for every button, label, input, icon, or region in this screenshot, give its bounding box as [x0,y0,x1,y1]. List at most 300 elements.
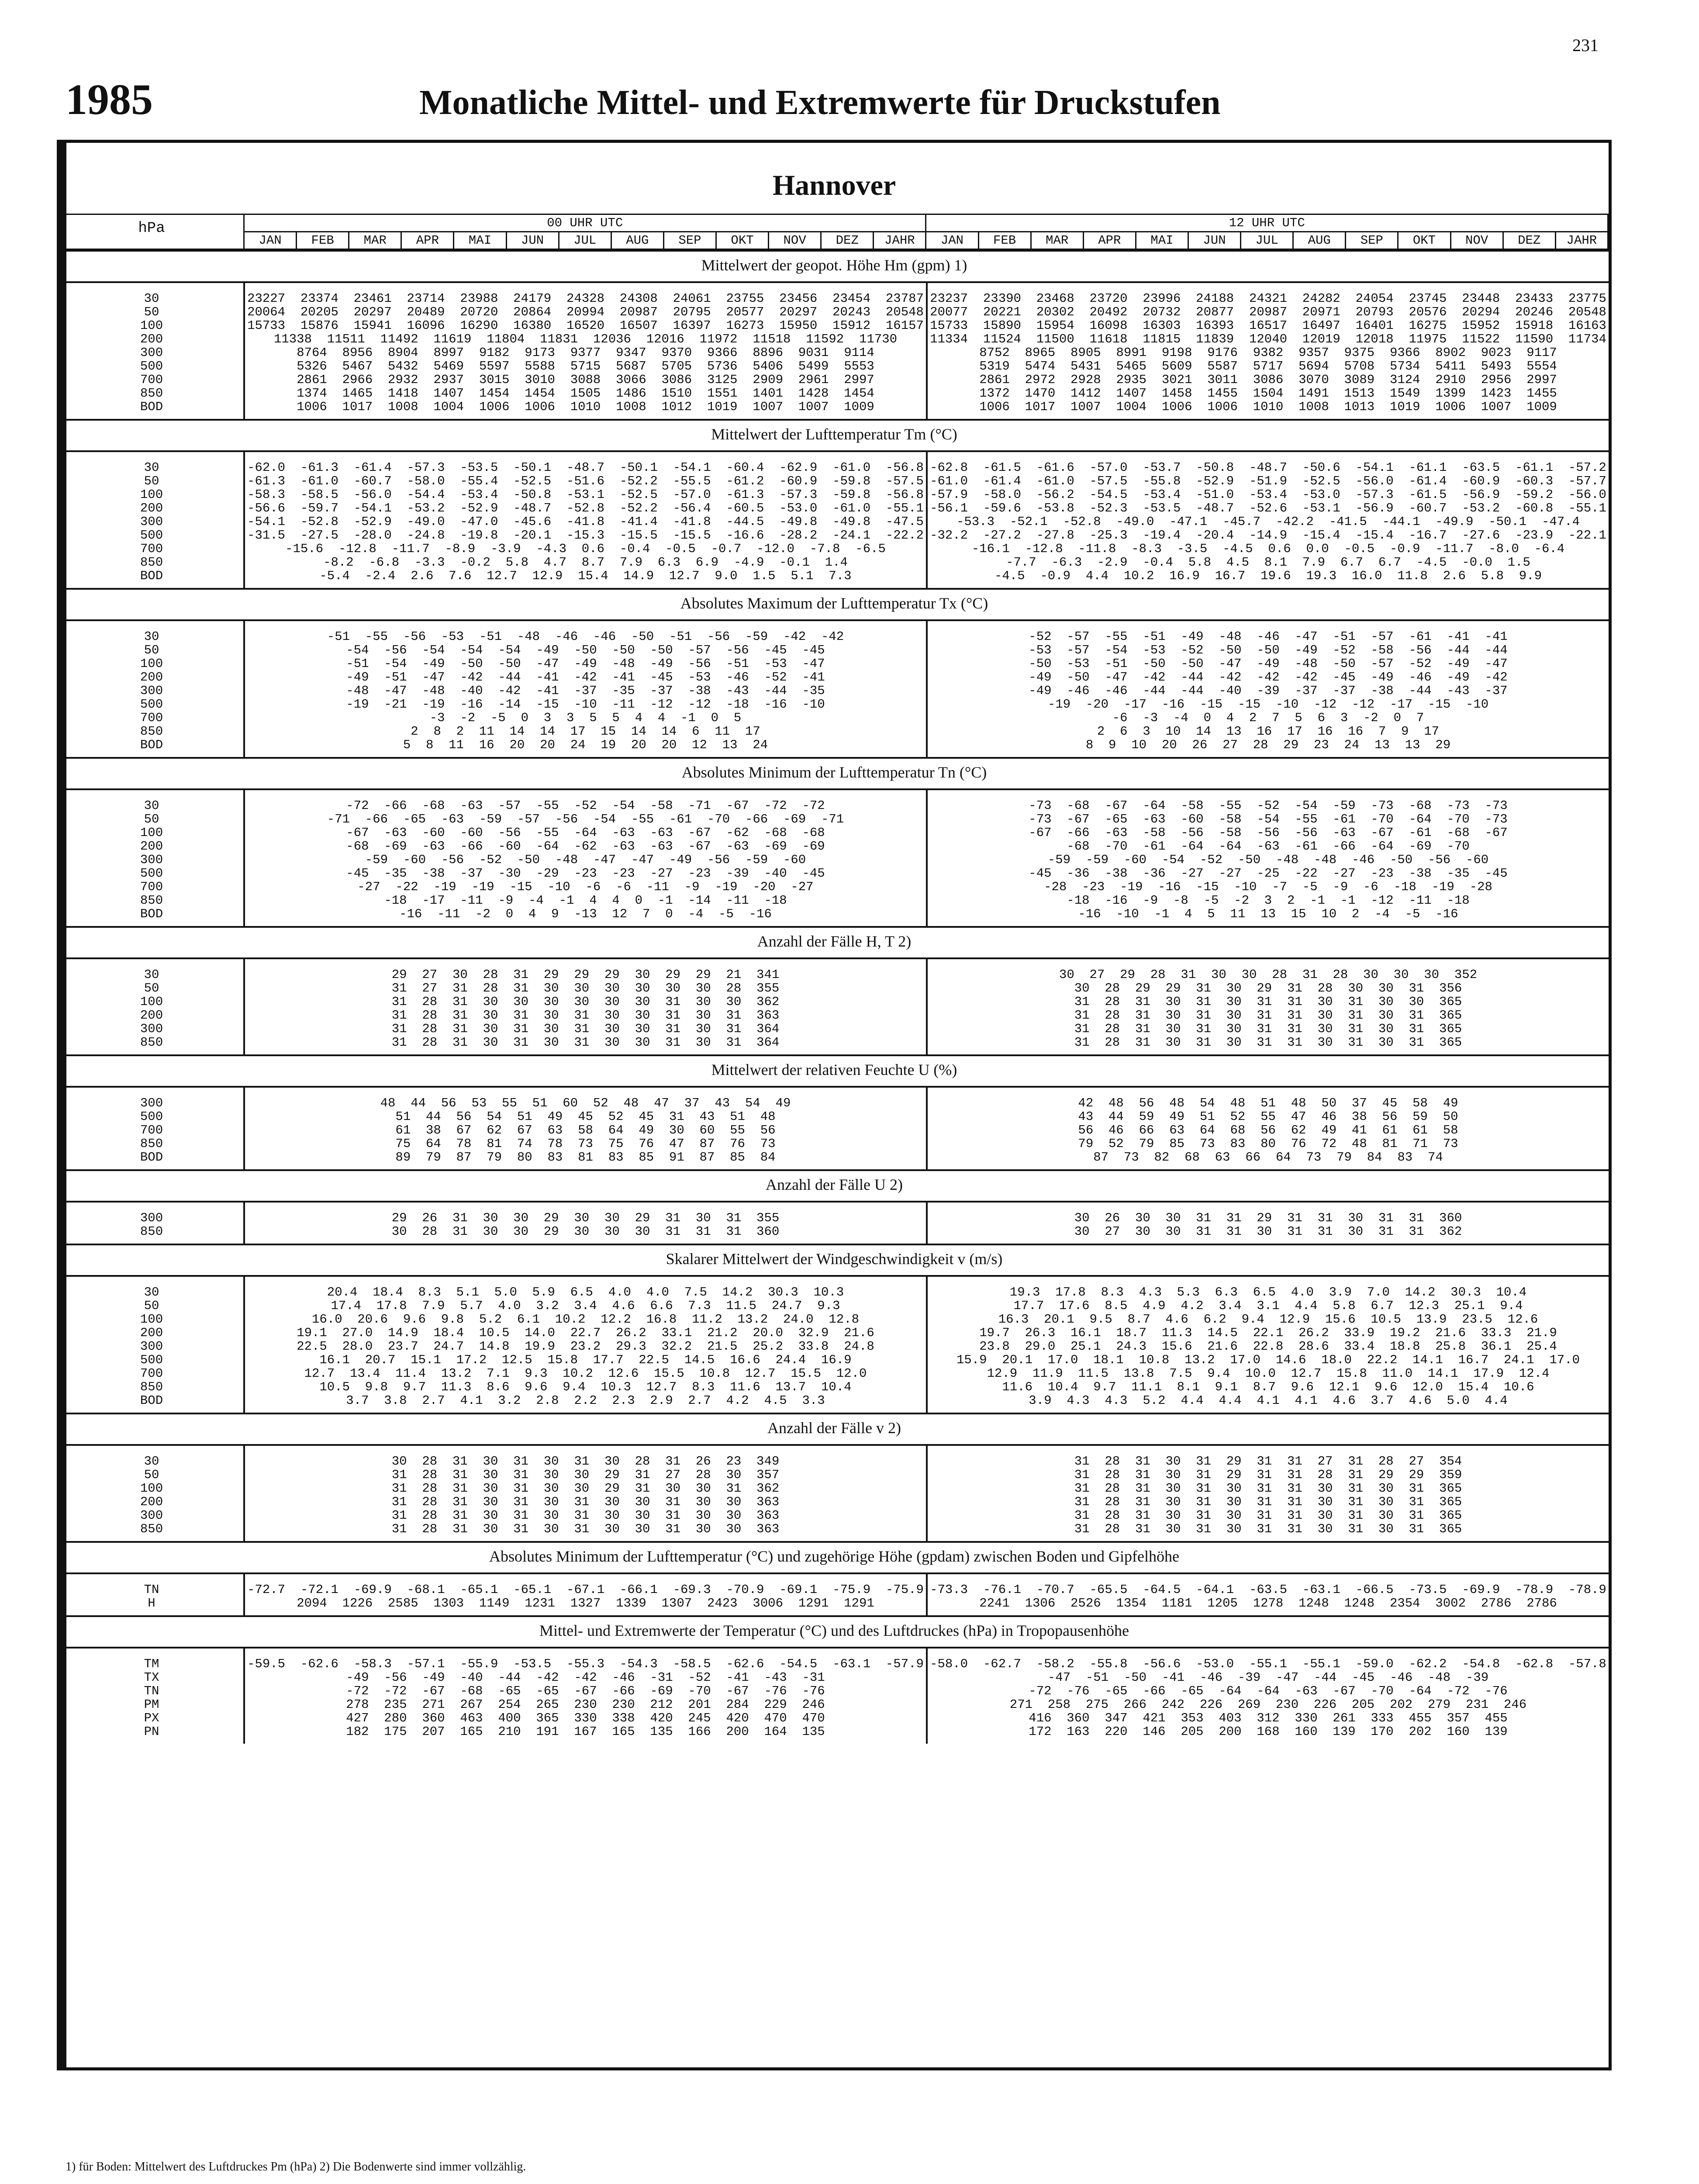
level-label: 200 [140,839,163,854]
table-row: 31 28 31 30 31 30 31 31 30 31 30 31 365 [1074,1522,1462,1536]
table-row: -19 -21 -19 -16 -14 -15 -10 -11 -12 -12 -18 -16 -10 [346,697,825,712]
table-row: 11334 11524 11500 11618 11815 11839 12040 12019 12018 11975 11522 11590 11734 [930,332,1606,346]
table-row: -58.3 -58.5 -56.0 -54.4 -53.4 -50.8 -53.1 -52.5 -57.0 -61.3 -57.3 -59.8 -56.8 [247,487,924,502]
month-header-jan: JAN [926,232,978,249]
values-00-utc [243,1446,926,1541]
level-label: 50 [144,1468,159,1482]
table-row: 31 28 31 30 31 29 31 31 27 31 28 27 354 [1074,1454,1462,1469]
level-label: 300 [140,1339,163,1354]
section-title: Absolutes Minimum der Lufttemperatur Tn (°C) [60,757,1609,790]
table-row: 16.0 20.6 9.6 9.8 5.2 6.1 10.2 12.2 16.8 11.2 13.2 24.0 12.8 [311,1312,859,1327]
level-label: 30 [144,1454,159,1469]
values-00-utc [243,790,926,926]
month-header-okt: OKT [1398,232,1450,249]
table-row: 31 28 31 30 31 30 31 31 30 31 30 30 365 [1074,995,1462,1009]
values-00-utc [243,283,926,419]
values-00-utc [243,452,926,588]
month-header-mai: MAI [1136,232,1188,249]
table-row: 11.6 10.4 9.7 11.1 8.1 9.1 8.7 9.6 12.1 9.6 12.0 15.4 10.6 [1002,1380,1534,1394]
table-row: -68 -69 -63 -66 -60 -64 -62 -63 -63 -67 -63 -69 -69 [346,839,825,854]
table-row: 42 48 56 48 54 48 51 48 50 37 45 58 49 [1078,1096,1458,1110]
level-column [60,1648,243,1744]
table-row: 31 28 31 30 31 30 30 29 31 27 28 30 357 [391,1468,780,1482]
values-12-utc [926,621,1609,757]
table-row: -8.2 -6.8 -3.3 -0.2 5.8 4.7 8.7 7.9 6.3 6.9 -4.9 -0.1 1.4 [323,555,848,570]
table-row: 5326 5467 5432 5469 5597 5588 5715 5687 5705 5736 5406 5499 5553 [297,359,874,373]
month-header-dez: DEZ [821,232,874,249]
table-row: -57.9 -58.0 -56.2 -54.5 -53.4 -51.0 -53.4 -53.0 -57.3 -61.5 -56.9 -59.2 -56.0 [930,487,1606,502]
level-column [60,1088,243,1169]
level-label: TX [144,1670,159,1685]
table-row: -53 -57 -54 -53 -52 -50 -50 -49 -52 -58 -56 -44 -44 [1029,643,1508,657]
level-label: 100 [140,995,163,1009]
table-row: -16.1 -12.8 -11.8 -8.3 -3.5 -4.5 0.6 0.0 -0.5 -0.9 -11.7 -8.0 -6.4 [971,542,1565,556]
table-section [60,757,1609,926]
table-row: 172 163 220 146 205 200 168 160 139 170 202 160 139 [1029,1724,1508,1739]
level-label: 50 [144,981,159,995]
table-row: -67 -63 -60 -60 -56 -55 -64 -63 -63 -67 -62 -68 -68 [346,826,825,840]
level-label: BOD [140,400,163,414]
table-row: -73.3 -76.1 -70.7 -65.5 -64.5 -64.1 -63.5 -63.1 -66.5 -73.5 -69.9 -78.9 -78.9 [930,1583,1606,1597]
table-row: -5.4 -2.4 2.6 7.6 12.7 12.9 15.4 14.9 12.7 9.0 1.5 5.1 7.3 [319,569,852,583]
level-label: 500 [140,866,163,881]
table-row: -16 -11 -2 0 4 9 -13 12 7 0 -4 -5 -16 [399,907,772,921]
table-row: -16 -10 -1 4 5 11 13 15 10 2 -4 -5 -16 [1078,907,1458,921]
month-header-mai: MAI [454,232,506,249]
table-row: 1374 1465 1418 1407 1454 1454 1505 1486 1510 1551 1401 1428 1454 [297,386,874,401]
table-row: 16.3 20.1 9.5 8.7 4.6 6.2 9.4 12.9 15.6 10.5 13.9 23.5 12.6 [998,1312,1538,1327]
table-row: -6 -3 -4 0 4 2 7 5 6 3 -2 0 7 [1112,711,1424,725]
table-row: -72 -76 -65 -66 -65 -64 -64 -63 -67 -70 -64 -72 -76 [1029,1684,1508,1698]
table-row: -15.6 -12.8 -11.7 -8.9 -3.9 -4.3 0.6 -0.4 -0.5 -0.7 -12.0 -7.8 -6.5 [285,542,886,556]
level-label: 850 [140,386,163,401]
month-header-aug: AUG [1293,232,1346,249]
table-row: 29 27 30 28 31 29 29 29 30 29 29 21 341 [391,968,780,982]
month-header-mar: MAR [349,232,401,249]
table-row: 31 28 31 30 31 30 31 31 30 31 30 31 365 [1074,1508,1462,1523]
table-row: 20064 20205 20297 20489 20720 20864 20994 20987 20795 20577 20297 20243 20548 [247,305,924,319]
values-00-utc [243,1203,926,1244]
table-row: 56 46 66 63 64 68 56 62 49 41 61 61 58 [1078,1123,1458,1137]
level-label: 300 [140,1096,163,1110]
table-row: -56.1 -59.6 -53.8 -52.3 -53.5 -48.7 -52.6 -53.1 -56.9 -60.7 -53.2 -60.8 -55.1 [930,501,1606,515]
level-label: 30 [144,291,159,306]
month-header-sep: SEP [663,232,716,249]
table-row: -67 -66 -63 -58 -56 -58 -56 -56 -63 -67 -61 -68 -67 [1029,826,1508,840]
table-row: -56.6 -59.7 -54.1 -53.2 -52.9 -48.7 -52.8 -52.2 -56.4 -60.5 -53.0 -61.0 -55.1 [247,501,924,515]
table-row: -50 -53 -51 -50 -50 -47 -49 -48 -50 -57 -52 -49 -47 [1029,657,1508,671]
column-header [60,214,1609,250]
level-column [60,452,243,588]
level-column [60,1574,243,1615]
month-header-aug: AUG [611,232,663,249]
table-row: 19.3 17.8 8.3 4.3 5.3 6.3 6.5 4.0 3.9 7.0 14.2 30.3 10.4 [1009,1285,1527,1299]
level-label: BOD [140,569,163,583]
table-row: -59 -60 -56 -52 -50 -48 -47 -47 -49 -56 -59 -60 [365,853,806,867]
values-00-utc [243,1574,926,1615]
values-00-utc [243,1277,926,1413]
table-row: 61 38 67 62 67 63 58 64 49 30 60 55 56 [395,1123,776,1137]
month-header-okt: OKT [716,232,768,249]
table-row: 271 258 275 266 242 226 269 230 226 205 202 279 231 246 [1009,1697,1527,1712]
level-label: 300 [140,346,163,360]
table-row: 31 28 31 30 31 30 31 30 30 31 30 30 363 [391,1508,780,1523]
level-label: 300 [140,1022,163,1036]
table-row: 31 28 31 30 31 30 31 30 30 31 30 31 363 [391,1008,780,1023]
page-number: 231 [1572,35,1599,55]
table-row: 5 8 11 16 20 20 24 19 20 20 12 13 24 [403,738,768,752]
table-row: 30 27 29 28 31 30 30 28 31 28 30 30 30 352 [1059,968,1478,982]
page-title: Monatliche Mittel- und Extremwerte für Druckstufen [419,83,1221,122]
table-row: 31 28 31 30 31 30 31 30 30 31 30 30 363 [391,1522,780,1536]
values-12-utc [926,283,1609,419]
table-row: -72 -72 -67 -68 -65 -65 -67 -66 -69 -70 -67 -76 -76 [346,1684,825,1698]
month-header-sep: SEP [1346,232,1398,249]
month-header-dez: DEZ [1503,232,1555,249]
table-section [60,1413,1609,1541]
month-header-jun: JUN [506,232,559,249]
level-label: TN [144,1583,159,1597]
table-section [60,1244,1609,1413]
table-row: -45 -36 -38 -36 -27 -27 -25 -22 -27 -23 -38 -35 -45 [1029,866,1508,881]
table-row: -61.0 -61.4 -61.0 -57.5 -55.8 -52.9 -51.9 -52.5 -56.0 -61.4 -60.9 -60.3 -57.7 [930,474,1606,488]
section-title: Anzahl der Fälle U 2) [60,1169,1609,1203]
table-row: 12.9 11.9 11.5 13.8 7.5 9.4 10.0 12.7 15.8 11.0 14.1 17.9 12.4 [987,1366,1550,1381]
level-label: 50 [144,1299,159,1313]
level-label: 30 [144,968,159,982]
level-label: 100 [140,826,163,840]
level-label: 700 [140,880,163,894]
level-label: BOD [140,1393,163,1408]
table-row: -47 -51 -50 -41 -46 -39 -47 -44 -45 -46 -48 -39 [1047,1670,1489,1685]
values-12-utc [926,1446,1609,1541]
level-label: 850 [140,1380,163,1394]
table-row: 17.7 17.6 8.5 4.9 4.2 3.4 3.1 4.4 5.8 6.7 12.3 25.1 9.4 [1013,1299,1523,1313]
table-row: -59.5 -62.6 -58.3 -57.1 -55.9 -53.5 -55.3 -54.3 -58.5 -62.6 -54.5 -63.1 -57.9 [247,1657,924,1671]
level-label: 700 [140,711,163,725]
level-label: PN [144,1724,159,1739]
month-header-nov: NOV [1450,232,1503,249]
table-row: 182 175 207 165 210 191 167 165 135 166 200 164 135 [346,1724,825,1739]
year-heading: 1985 [66,75,153,124]
hpa-label: hPa [60,214,244,249]
table-row: 31 28 31 30 31 30 31 31 30 31 30 31 365 [1074,1495,1462,1509]
level-label: 30 [144,460,159,475]
table-row: -49 -46 -46 -44 -44 -40 -39 -37 -37 -38 -44 -43 -37 [1029,684,1508,698]
table-row: 89 79 87 79 80 83 81 83 85 91 87 85 84 [395,1150,776,1165]
month-header-jul: JUL [1241,232,1293,249]
table-row: 8764 8956 8904 8997 9182 9173 9377 9347 9370 9366 8896 9031 9114 [297,346,874,360]
table-row: 23237 23390 23468 23720 23996 24188 24321 24282 24054 23745 23448 23433 23775 [930,291,1606,306]
table-row: 31 28 31 30 31 30 31 30 30 31 30 30 363 [391,1495,780,1509]
values-12-utc [926,1203,1609,1244]
table-row: 19.7 26.3 16.1 18.7 11.3 14.5 22.1 26.2 33.9 19.2 21.6 33.3 21.9 [979,1326,1557,1340]
table-row: 8 9 10 20 26 27 28 29 23 24 13 13 29 [1085,738,1451,752]
month-header-feb: FEB [978,232,1031,249]
level-label: 300 [140,1508,163,1523]
values-12-utc [926,959,1609,1054]
table-row: 31 28 31 30 31 30 31 31 30 31 30 31 365 [1074,1481,1462,1496]
table-row: -62.0 -61.3 -61.4 -57.3 -53.5 -50.1 -48.7 -50.1 -54.1 -60.4 -62.9 -61.0 -56.8 [247,460,924,475]
table-row: 87 73 82 68 63 66 64 73 79 84 83 74 [1093,1150,1443,1165]
table-row: 2 6 3 10 14 13 16 17 16 16 7 9 17 [1097,724,1440,739]
table-row: 3.7 3.8 2.7 4.1 3.2 2.8 2.2 2.3 2.9 2.7 4.2 4.5 3.3 [346,1393,825,1408]
table-section [60,1054,1609,1169]
data-table-frame [57,140,1612,2070]
level-label: H [148,1596,155,1610]
level-label: 850 [140,724,163,739]
table-row: -59 -59 -60 -54 -52 -50 -48 -48 -46 -50 -56 -60 [1047,853,1489,867]
table-section [60,588,1609,757]
table-row: 30 28 29 29 31 30 29 31 28 30 30 31 356 [1074,981,1462,995]
level-label: BOD [140,907,163,921]
table-row: -54 -56 -54 -54 -54 -49 -50 -50 -50 -57 -56 -45 -45 [346,643,825,657]
level-label: 200 [140,501,163,515]
values-12-utc [926,790,1609,926]
table-row: 1006 1017 1008 1004 1006 1006 1010 1008 1012 1019 1007 1007 1009 [297,400,874,414]
utc-12-label: 12 UHR UTC [926,214,1608,232]
table-row: 31 28 31 30 31 30 31 31 30 31 30 31 365 [1074,1035,1462,1050]
table-row: 23227 23374 23461 23714 23988 24179 24328 24308 24061 23755 23456 23454 23787 [247,291,924,306]
section-title: Mittel- und Extremwerte der Temperatur (°C) und des Luftdruckes (hPa) in Tropopausenhöhe [60,1615,1609,1648]
level-label: 100 [140,487,163,502]
level-label: 100 [140,318,163,333]
level-label: 500 [140,528,163,543]
month-header-jan: JAN [244,232,297,249]
month-header-nov: NOV [769,232,821,249]
table-row: -48 -47 -48 -40 -42 -41 -37 -35 -37 -38 -43 -44 -35 [346,684,825,698]
values-12-utc [926,452,1609,588]
values-00-utc [243,1648,926,1744]
table-row: 51 44 56 54 51 49 45 52 45 31 43 51 48 [395,1109,776,1124]
section-title: Mittelwert der geopot. Höhe Hm (gpm) 1) [60,250,1609,283]
level-label: 500 [140,1109,163,1124]
table-row: 2241 1306 2526 1354 1181 1205 1278 1248 1248 2354 3002 2786 2786 [979,1596,1557,1610]
level-label: 200 [140,1326,163,1340]
section-title: Absolutes Minimum der Lufttemperatur (°C) und zugehörige Höhe (gpdam) zwischen Boden und Gipfelhöhe [60,1541,1609,1574]
level-column [60,959,243,1054]
table-row: -49 -51 -47 -42 -44 -41 -42 -41 -45 -53 -46 -52 -41 [346,670,825,684]
level-label: 500 [140,697,163,712]
table-row: -3 -2 -5 0 3 3 5 5 4 4 -1 0 5 [429,711,742,725]
level-label: 100 [140,1481,163,1496]
table-row: -61.3 -61.0 -60.7 -58.0 -55.4 -52.5 -51.6 -52.2 -55.5 -61.2 -60.9 -59.8 -57.5 [247,474,924,488]
table-row: 427 280 360 463 400 365 330 338 420 245 420 470 470 [346,1711,825,1725]
level-label: 50 [144,305,159,319]
table-section [60,1615,1609,1744]
table-row: -19 -20 -17 -16 -15 -15 -10 -12 -12 -17 -15 -10 [1047,697,1489,712]
section-title: Anzahl der Fälle v 2) [60,1413,1609,1446]
table-row: 1372 1470 1412 1407 1458 1455 1504 1491 1513 1549 1399 1423 1455 [979,386,1557,401]
table-row: 2094 1226 2585 1303 1149 1231 1327 1339 1307 2423 3006 1291 1291 [297,1596,874,1610]
level-label: 850 [140,1224,163,1239]
month-header-feb: FEB [297,232,349,249]
table-row: 278 235 271 267 254 265 230 230 212 201 284 229 246 [346,1697,825,1712]
table-row: 31 28 31 30 31 30 31 31 30 31 30 31 365 [1074,1022,1462,1036]
level-label: 30 [144,798,159,813]
table-row: 22.5 28.0 23.7 24.7 14.8 19.9 23.2 29.3 32.2 21.5 25.2 33.8 24.8 [297,1339,874,1354]
table-row: 15733 15876 15941 16096 16290 16380 16520 16507 16397 16273 15950 15912 16157 [247,318,924,333]
level-label: TN [144,1684,159,1698]
station-name: Hannover [772,169,896,201]
table-row: 30 26 30 30 31 31 29 31 31 30 31 31 360 [1074,1211,1462,1225]
table-row: -52 -57 -55 -51 -49 -48 -46 -47 -51 -57 -61 -41 -41 [1029,629,1508,644]
table-row: 23.8 29.0 25.1 24.3 15.6 21.6 22.8 28.6 33.4 18.8 25.8 36.1 25.4 [979,1339,1557,1354]
utc-00-label: 00 UHR UTC [244,214,926,232]
section-title: Mittelwert der Lufttemperatur Tm (°C) [60,419,1609,452]
table-row: -18 -16 -9 -8 -5 -2 3 2 -1 -1 -12 -11 -18 [1067,893,1470,908]
table-row: -73 -67 -65 -63 -60 -58 -54 -55 -61 -70 -64 -70 -73 [1029,812,1508,826]
table-row: 30 28 31 30 31 30 31 30 28 31 26 23 349 [391,1454,780,1469]
level-label: 300 [140,1211,163,1225]
table-row: 19.1 27.0 14.9 18.4 10.5 14.0 22.7 26.2 33.1 21.2 20.0 32.9 21.6 [297,1326,874,1340]
table-row: 5319 5474 5431 5465 5609 5587 5717 5694 5708 5734 5411 5493 5554 [979,359,1557,373]
table-row: -49 -50 -47 -42 -44 -42 -42 -42 -45 -49 -46 -49 -42 [1029,670,1508,684]
level-column [60,1277,243,1413]
level-label: 200 [140,670,163,684]
table-row: 31 28 31 30 31 30 31 31 30 31 30 31 365 [1074,1008,1462,1023]
level-label: 700 [140,373,163,387]
level-column [60,621,243,757]
level-label: 30 [144,1285,159,1299]
level-column [60,790,243,926]
table-row: 29 26 31 30 30 29 30 30 29 31 30 31 355 [391,1211,780,1225]
table-row: 20.4 18.4 8.3 5.1 5.0 5.9 6.5 4.0 4.0 7.5 14.2 30.3 10.3 [327,1285,844,1299]
level-label: 850 [140,893,163,908]
level-label: 100 [140,657,163,671]
month-header-jahr: JAHR [1555,232,1608,249]
table-row: 15.9 20.1 17.0 18.1 10.8 13.2 17.0 14.6 18.0 22.2 14.1 16.7 24.1 17.0 [956,1353,1580,1367]
table-row: -28 -23 -19 -16 -15 -10 -7 -5 -9 -6 -18 -19 -28 [1044,880,1492,894]
table-row: 17.4 17.8 7.9 5.7 4.0 3.2 3.4 4.6 6.6 7.3 11.5 24.7 9.3 [331,1299,840,1313]
level-column [60,1446,243,1541]
table-row: 79 52 79 85 73 83 80 76 72 48 81 71 73 [1078,1137,1458,1151]
month-header-jul: JUL [559,232,611,249]
month-header-apr: APR [1083,232,1136,249]
table-row: 2861 2966 2932 2937 3015 3010 3088 3066 3086 3125 2909 2961 2997 [297,373,874,387]
table-section [60,926,1609,1054]
level-label: 850 [140,1137,163,1151]
level-label: 700 [140,1366,163,1381]
month-header-apr: APR [401,232,454,249]
level-label: BOD [140,738,163,752]
table-row: -53.3 -52.1 -52.8 -49.0 -47.1 -45.7 -42.2 -41.5 -44.1 -49.9 -50.1 -47.4 [956,515,1580,529]
table-row: -31.5 -27.5 -28.0 -24.8 -19.8 -20.1 -15.3 -15.5 -15.5 -16.6 -28.2 -24.1 -22.2 [247,528,924,543]
level-label: 300 [140,515,163,529]
table-row: 30 27 30 30 31 31 30 31 31 30 31 31 362 [1074,1224,1462,1239]
table-row: 48 44 56 53 55 51 60 52 48 47 37 43 54 49 [380,1096,791,1110]
table-row: -32.2 -27.2 -27.8 -25.3 -19.4 -20.4 -14.9 -15.4 -15.4 -16.7 -27.6 -23.9 -22.1 [930,528,1606,543]
values-12-utc [926,1574,1609,1615]
level-label: 100 [140,1312,163,1327]
table-row: 15733 15890 15954 16098 16303 16393 16517 16497 16401 16275 15952 15918 16163 [930,318,1606,333]
level-label: 850 [140,1522,163,1536]
table-row: -4.5 -0.9 4.4 10.2 16.9 16.7 19.6 19.3 16.0 11.8 2.6 5.8 9.9 [994,569,1542,583]
table-row: -51 -54 -49 -50 -50 -47 -49 -48 -49 -56 -51 -53 -47 [346,657,825,671]
table-row: -62.8 -61.5 -61.6 -57.0 -53.7 -50.8 -48.7 -50.6 -54.1 -61.1 -63.5 -61.1 -57.2 [930,460,1606,475]
level-label: 200 [140,1495,163,1509]
table-row: 31 28 31 30 30 30 30 30 30 31 30 30 362 [391,995,780,1009]
table-row: 2 8 2 11 14 14 17 15 14 14 6 11 17 [411,724,760,739]
level-label: 30 [144,629,159,644]
table-section [60,419,1609,588]
month-header-jahr: JAHR [874,232,926,249]
table-row: -72 -66 -68 -63 -57 -55 -52 -54 -58 -71 -67 -72 -72 [346,798,825,813]
table-row: 12.7 13.4 11.4 13.2 7.1 9.3 10.2 12.6 15.5 10.8 12.7 15.5 12.0 [304,1366,867,1381]
table-row: -27 -22 -19 -19 -15 -10 -6 -6 -11 -9 -19 -20 -27 [357,880,814,894]
level-label: BOD [140,1150,163,1165]
table-row: 20077 20221 20302 20492 20732 20877 20987 20971 20793 20576 20294 20246 20548 [930,305,1606,319]
table-row: 8752 8965 8905 8991 9198 9176 9382 9357 9375 9366 8902 9023 9117 [979,346,1557,360]
level-label: 50 [144,812,159,826]
table-row: -58.0 -62.7 -58.2 -55.8 -56.6 -53.0 -55.1 -55.1 -59.0 -62.2 -54.8 -62.8 -57.8 [930,1657,1606,1671]
table-row: 10.5 9.8 9.7 11.3 8.6 9.6 9.4 10.3 12.7 8.3 11.6 13.7 10.4 [319,1380,852,1394]
table-row: 31 28 31 30 31 29 31 31 28 31 29 29 359 [1074,1468,1462,1482]
table-row: 3.9 4.3 4.3 5.2 4.4 4.4 4.1 4.1 4.6 3.7 4.6 5.0 4.4 [1029,1393,1508,1408]
level-column [60,1203,243,1244]
level-label: 200 [140,332,163,346]
table-row: 31 28 31 30 31 30 30 29 31 30 30 31 362 [391,1481,780,1496]
level-label: 850 [140,555,163,570]
level-label: 50 [144,474,159,488]
table-row: -73 -68 -67 -64 -58 -55 -52 -54 -59 -73 -68 -73 -73 [1029,798,1508,813]
level-label: PX [144,1711,159,1725]
values-00-utc [243,959,926,1054]
table-section [60,250,1609,419]
values-12-utc [926,1648,1609,1744]
section-title: Mittelwert der relativen Feuchte U (%) [60,1054,1609,1088]
level-label: 850 [140,1035,163,1050]
table-row: -54.1 -52.8 -52.9 -49.0 -47.0 -45.6 -41.8 -41.4 -41.8 -44.5 -49.8 -49.8 -47.5 [247,515,924,529]
level-label: 500 [140,1353,163,1367]
table-row: -51 -55 -56 -53 -51 -48 -46 -46 -50 -51 -56 -59 -42 -42 [327,629,844,644]
values-00-utc [243,621,926,757]
table-row: -49 -56 -49 -40 -44 -42 -42 -46 -31 -52 -41 -43 -31 [346,1670,825,1685]
level-label: 700 [140,1123,163,1137]
level-column [60,283,243,419]
level-label: TM [144,1657,159,1671]
level-label: 700 [140,542,163,556]
values-00-utc [243,1088,926,1169]
sections-container [60,250,1609,1744]
table-row: -68 -70 -61 -64 -64 -63 -61 -66 -64 -69 -70 [1067,839,1470,854]
table-section [60,1169,1609,1244]
values-12-utc [926,1088,1609,1169]
table-row: 31 27 31 28 31 30 30 30 30 30 30 28 355 [391,981,780,995]
table-row: 11338 11511 11492 11619 11804 11831 12036 12016 11972 11518 11592 11730 [273,332,898,346]
table-row: 30 28 31 30 30 29 30 30 30 31 31 31 360 [391,1224,780,1239]
level-label: 200 [140,1008,163,1023]
table-row: 31 28 31 30 31 30 31 30 30 31 30 31 364 [391,1035,780,1050]
section-title: Skalarer Mittelwert der Windgeschwindigkeit v (m/s) [60,1244,1609,1277]
level-label: 300 [140,684,163,698]
table-row: 2861 2972 2928 2935 3021 3011 3086 3070 3089 3124 2910 2956 2997 [979,373,1557,387]
table-row: -45 -35 -38 -37 -30 -29 -23 -23 -27 -23 -39 -40 -45 [346,866,825,881]
table-row: 75 64 78 81 74 78 73 75 76 47 87 76 73 [395,1137,776,1151]
table-row: -71 -66 -65 -63 -59 -57 -56 -54 -55 -61 -70 -66 -69 -71 [327,812,844,826]
table-row: 16.1 20.7 15.1 17.2 12.5 15.8 17.7 22.5 14.5 16.6 24.4 16.9 [319,1353,852,1367]
month-header-mar: MAR [1031,232,1083,249]
table-row: -7.7 -6.3 -2.9 -0.4 5.8 4.5 8.1 7.9 6.7 6.7 -4.5 -0.0 1.5 [1006,555,1530,570]
level-label: 50 [144,643,159,657]
table-row: 416 360 347 421 353 403 312 330 261 333 455 357 455 [1029,1711,1508,1725]
table-section [60,1541,1609,1615]
table-row: 31 28 31 30 31 30 31 30 30 31 30 31 364 [391,1022,780,1036]
table-row: 43 44 59 49 51 52 55 47 46 38 56 59 50 [1078,1109,1458,1124]
table-row: -72.7 -72.1 -69.9 -68.1 -65.1 -65.1 -67.1 -66.1 -69.3 -70.9 -69.1 -75.9 -75.9 [247,1583,924,1597]
footnote: 1) für Boden: Mittelwert des Luftdruckes Pm (hPa) 2) Die Bodenwerte sind immer vollzählig. [66,2160,526,2174]
level-label: PM [144,1697,159,1712]
